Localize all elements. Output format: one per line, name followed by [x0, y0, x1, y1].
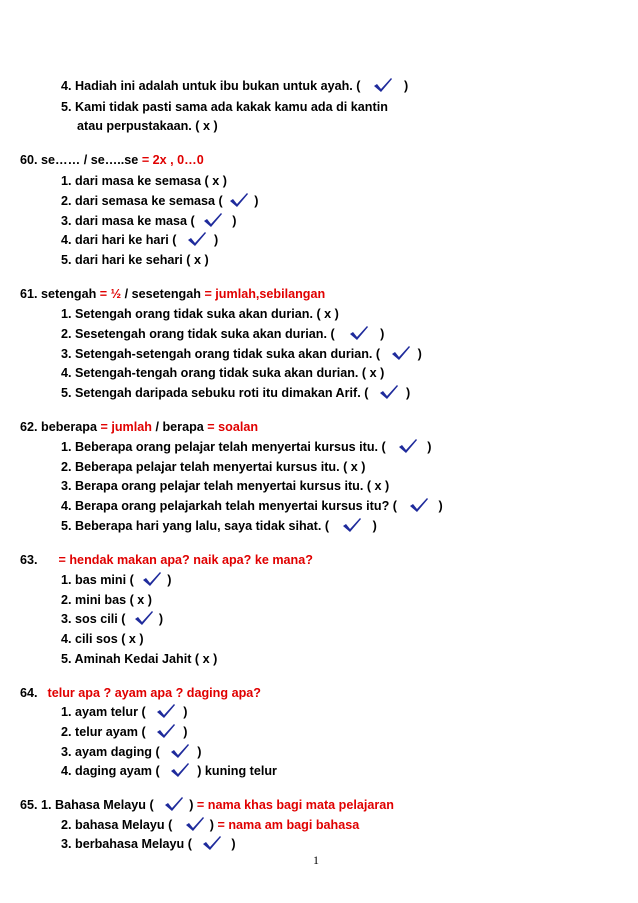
- check-mark-icon: [372, 77, 394, 93]
- item-5-kami-cont: atau perpustakaan. ( x ): [77, 119, 218, 133]
- item-60-1: 1. dari masa ke semasa ( x ): [61, 174, 227, 188]
- item-61-3: 3. Setengah-setengah orang tidak suka akan durian. ( ): [61, 347, 422, 361]
- item-61-1: 1. Setengah orang tidak suka akan durian. ( x ): [61, 307, 339, 321]
- check-mark-icon: [169, 762, 191, 778]
- item-63-4: 4. cili sos ( x ): [61, 632, 144, 646]
- check-mark-icon: [155, 723, 177, 739]
- item-60-5: 5. dari hari ke sehari ( x ): [61, 253, 209, 267]
- check-mark-icon: [186, 231, 208, 247]
- check-mark-icon: [184, 816, 206, 832]
- item-61-2: 2. Sesetengah orang tidak suka akan durian. ( ): [61, 327, 385, 341]
- item-60-4: 4. dari hari ke hari ( ): [61, 233, 219, 247]
- item-64-2: 2. telur ayam ( ): [61, 725, 188, 739]
- check-mark-icon: [169, 743, 191, 759]
- check-mark-icon: [348, 325, 370, 341]
- item-62-2: 2. Beberapa pelajar telah menyertai kursus itu. ( x ): [61, 460, 366, 474]
- check-mark-icon: [228, 192, 250, 208]
- check-mark-icon: [202, 212, 224, 228]
- item-4-hadiah: 4. Hadiah ini adalah untuk ibu bukan untuk ayah. ( ): [61, 79, 409, 93]
- check-mark-icon: [133, 610, 155, 626]
- item-63-5: 5. Aminah Kedai Jahit ( x ): [61, 652, 218, 666]
- item-64-3: 3. ayam daging ( ): [61, 745, 202, 759]
- check-mark-icon: [163, 796, 185, 812]
- item-62-5: 5. Beberapa hari yang lalu, saya tidak sihat. ( ): [61, 519, 377, 533]
- item-61-4: 4. Setengah-tengah orang tidak suka akan durian. ( x ): [61, 366, 385, 380]
- heading-63: 63. = hendak makan apa? naik apa? ke mana?: [20, 553, 313, 567]
- page-number: 1: [313, 853, 319, 867]
- heading-64: 64. telur apa ? ayam apa ? daging apa?: [20, 686, 261, 700]
- check-mark-icon: [155, 703, 177, 719]
- item-63-1: 1. bas mini ( ): [61, 573, 172, 587]
- item-62-1: 1. Beberapa orang pelajar telah menyertai kursus itu. ( ): [61, 440, 432, 454]
- item-5-kami: 5. Kami tidak pasti sama ada kakak kamu ada di kantin: [61, 100, 388, 114]
- heading-61: 61. setengah = ½ / sesetengah = jumlah,sebilangan: [20, 287, 326, 301]
- item-63-2: 2. mini bas ( x ): [61, 593, 152, 607]
- check-mark-icon: [378, 384, 400, 400]
- heading-60: 60. se…… / se…..se = 2x , 0…0: [20, 153, 204, 167]
- item-60-2: 2. dari semasa ke semasa ( ): [61, 194, 259, 208]
- heading-62: 62. beberapa = jumlah / berapa = soalan: [20, 420, 259, 434]
- item-64-1: 1. ayam telur ( ): [61, 705, 188, 719]
- item-64-4: 4. daging ayam ( ) kuning telur: [61, 764, 277, 778]
- item-65-2: 2. bahasa Melayu ( ) = nama am bagi bahasa: [61, 818, 360, 832]
- check-mark-icon: [141, 571, 163, 587]
- item-63-3: 3. sos cili ( ): [61, 612, 164, 626]
- check-mark-icon: [397, 438, 419, 454]
- check-mark-icon: [390, 345, 412, 361]
- item-60-3: 3. dari masa ke masa ( ): [61, 214, 237, 228]
- check-mark-icon: [408, 497, 430, 513]
- item-65-3: 3. berbahasa Melayu ( ): [61, 837, 236, 851]
- item-62-3: 3. Berapa orang pelajar telah menyertai kursus itu. ( x ): [61, 479, 390, 493]
- heading-65: 65. 1. Bahasa Melayu ( ) = nama khas bagi mata pelajaran: [20, 798, 394, 812]
- item-61-5: 5. Setengah daripada sebuku roti itu dimakan Arif. ( ): [61, 386, 411, 400]
- check-mark-icon: [201, 835, 223, 851]
- item-62-4: 4. Berapa orang pelajarkah telah menyertai kursus itu? ( ): [61, 499, 443, 513]
- check-mark-icon: [341, 517, 363, 533]
